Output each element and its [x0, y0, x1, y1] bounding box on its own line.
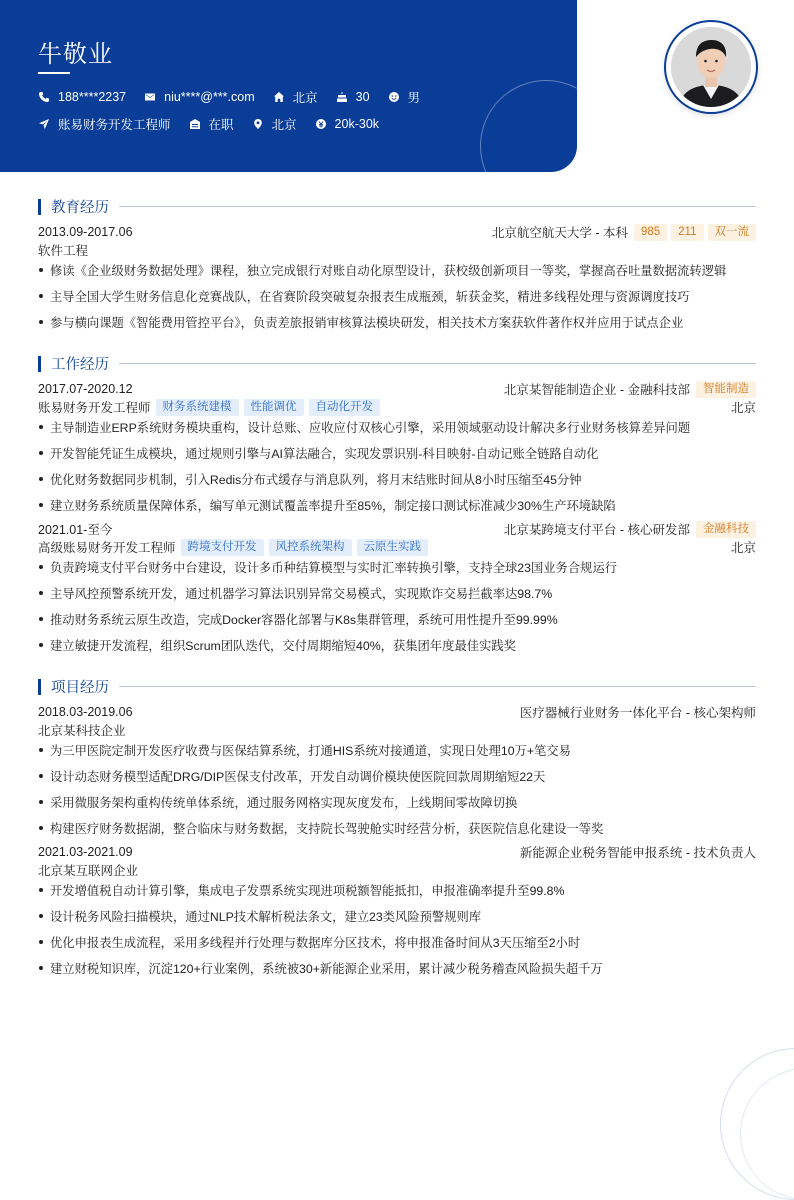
list-item: 建立财税知识库，沉淀120+行业案例，系统被30+新能源企业采用，累计减少税务稽查风险损失超千万: [38, 959, 756, 977]
salary-text: 20k-30k: [334, 117, 380, 131]
phone-info: [38, 90, 126, 104]
cake-icon: [336, 91, 348, 103]
hometown-info: [273, 88, 318, 106]
list-item: 主导全国大学生财务信息化竞赛战队，在省赛阶段突破复杂报表生成瓶颈，斩获金奖，精进多线程处理与资源调度技巧: [38, 287, 756, 305]
location-icon: [252, 118, 264, 130]
phone-text: 188****2237: [58, 90, 127, 104]
mail-icon: [144, 91, 156, 103]
project-name: 医疗器械行业财务一体化平台 - 核心架构师: [519, 706, 756, 720]
job-period: 2021.01-至今: [38, 523, 113, 537]
job-role-row: [38, 398, 756, 416]
major-row: [38, 241, 756, 259]
list-item: 负责跨境支付平台财务中台建设，设计多币种结算模型与实时汇率转换引擎，支持全球23国业务合规运行: [38, 558, 756, 576]
section-title-text: 工作经历: [51, 357, 109, 373]
education-period: 2013.09-2017.06: [38, 225, 133, 239]
school-tag: 双一流: [708, 224, 757, 241]
phone-icon: [38, 91, 50, 103]
job-intention-row: [38, 115, 397, 133]
section-marker: [38, 199, 41, 215]
company-name: 北京某智能制造企业 - 金融科技部: [503, 383, 690, 397]
avatar-frame: [664, 20, 758, 114]
job-status-text: 在职: [208, 118, 234, 132]
list-item: 设计动态财务模型适配DRG/DIP医保支付改革，开发自动调价模块使医院回款周期缩短22天: [38, 767, 756, 785]
skill-tag: 风控系统架构: [269, 539, 352, 556]
project-org: 北京某互联网企业: [38, 864, 139, 878]
job-role: 高级账易财务开发工程师: [38, 541, 176, 555]
school-tag: 211: [671, 224, 703, 241]
job-status-info: [189, 115, 234, 133]
list-item: 优化财务数据同步机制，引入Redis分布式缓存与消息队列，将月末结账时间从8小时压缩至45分钟: [38, 470, 756, 488]
age-info: [336, 90, 370, 104]
section-divider: [119, 363, 756, 364]
work-section-title: [38, 353, 756, 374]
target-position-text: 账易财务开发工程师: [58, 118, 171, 132]
candidate-name: 牛敬业: [38, 41, 113, 68]
avatar: [671, 27, 751, 107]
salary-icon: [315, 118, 327, 130]
list-item: 为三甲医院定制开发医疗收费与医保结算系统，打通HIS系统对接通道，实现日处理10万+笔交易: [38, 741, 756, 759]
project-org: 北京某科技企业: [38, 724, 126, 738]
gender-icon: [388, 91, 400, 103]
section-divider: [119, 686, 756, 687]
job-period: 2017.07-2020.12: [38, 382, 133, 396]
projects-section-title: [38, 676, 756, 697]
decorative-circle: [480, 80, 577, 172]
industry-tag: 金融科技: [696, 521, 756, 538]
project-period: 2018.03-2019.06: [38, 705, 133, 719]
list-item: 开发增值税自动计算引擎，集成电子发票系统实现进项税额智能抵扣，申报准确率提升至99.8%: [38, 881, 756, 899]
school-name: 北京航空航天大学 - 本科: [491, 226, 628, 240]
contact-row: [38, 88, 438, 106]
list-item: 推动财务系统云原生改造，完成Docker容器化部署与K8s集群管理，系统可用性提升至99.99%: [38, 610, 756, 628]
list-item: 参与横向课题《智能费用管控平台》，负责差旅报销审核算法模块研发，相关技术方案获软件著作权并应用于试点企业: [38, 313, 756, 331]
skill-tag: 云原生实践: [357, 539, 429, 556]
section-title-text: 教育经历: [51, 200, 109, 216]
list-item: 主导制造业ERP系统财务模块重构，设计总账、应收应付双核心引擎，采用领域驱动设计解决多行业财务核算差异问题: [38, 418, 756, 436]
project-name: 新能源企业税务智能申报系统 - 技术负责人: [519, 846, 756, 860]
status-icon: [189, 118, 201, 130]
skill-tag: 自动化开发: [309, 399, 381, 416]
section-marker: [38, 679, 41, 695]
hometown-text: 北京: [292, 91, 318, 105]
avatar-portrait: [671, 27, 751, 107]
email-info: [144, 90, 255, 104]
job-header-row: [38, 520, 756, 538]
gender-info: [388, 88, 421, 106]
target-city-text: 北京: [271, 118, 297, 132]
skill-tag: 财务系统建模: [156, 399, 239, 416]
list-item: 修读《企业级财务数据处理》课程，独立完成银行对账自动化原型设计，获校级创新项目一等奖，掌握高吞吐量数据流转逻辑: [38, 261, 756, 279]
list-item: 开发智能凭证生成模块，通过规则引擎与AI算法融合，实现发票识别-科目映射-自动记账全链路自动化: [38, 444, 756, 462]
send-icon: [38, 118, 50, 130]
list-item: 设计税务风险扫描模块，通过NLP技术解析税法条文，建立23类风险预警规则库: [38, 907, 756, 925]
project-period: 2021.03-2021.09: [38, 845, 133, 859]
company-name: 北京某跨境支付平台 - 核心研发部: [503, 523, 690, 537]
list-item: 采用微服务架构重构传统单体系统，通过服务网格实现灰度发布，上线期间零故障切换: [38, 793, 756, 811]
industry-tag: 智能制造: [696, 381, 756, 398]
header-banner: [0, 0, 577, 172]
job-role-row: [38, 538, 756, 556]
list-item: 构建医疗财务数据湖，整合临床与财务数据，支持院长驾驶舱实时经营分析，获医院信息化建设一等奖: [38, 819, 756, 837]
education-section-title: [38, 196, 756, 217]
education-header-row: [38, 223, 756, 241]
project-org-row: [38, 861, 756, 879]
salary-info: [315, 117, 379, 131]
major: 软件工程: [38, 244, 89, 258]
job-city: 北京: [730, 541, 756, 555]
age-text: 30: [355, 90, 370, 104]
job-header-row: [38, 380, 756, 398]
email-text: niu****@***.com: [164, 90, 255, 104]
section-divider: [119, 206, 756, 207]
home-icon: [273, 91, 285, 103]
section-marker: [38, 356, 41, 372]
school-tag: 985: [634, 224, 667, 241]
list-item: 优化申报表生成流程，采用多线程并行处理与数据库分区技术，将申报准备时间从3天压缩至2小时: [38, 933, 756, 951]
project-header-row: [38, 703, 756, 721]
list-item: 建立财务系统质量保障体系，编写单元测试覆盖率提升至85%，制定接口测试标准减少30%生产环境缺陷: [38, 496, 756, 514]
job-role: 账易财务开发工程师: [38, 401, 151, 415]
gender-text: 男: [407, 91, 421, 105]
list-item: 建立敏捷开发流程，组织Scrum团队迭代，交付周期缩短40%，获集团年度最佳实践奖: [38, 636, 756, 654]
skill-tag: 性能调优: [244, 399, 304, 416]
project-header-row: [38, 843, 756, 861]
target-position-info: [38, 115, 171, 133]
skill-tag: 跨境支付开发: [181, 539, 264, 556]
section-title-text: 项目经历: [51, 680, 109, 696]
name-underline: [38, 72, 70, 74]
job-city: 北京: [730, 401, 756, 415]
project-org-row: [38, 721, 756, 739]
list-item: 主导风控预警系统开发，通过机器学习算法识别异常交易模式，实现欺诈交易拦截率达98.7%: [38, 584, 756, 602]
target-city-info: [252, 115, 297, 133]
